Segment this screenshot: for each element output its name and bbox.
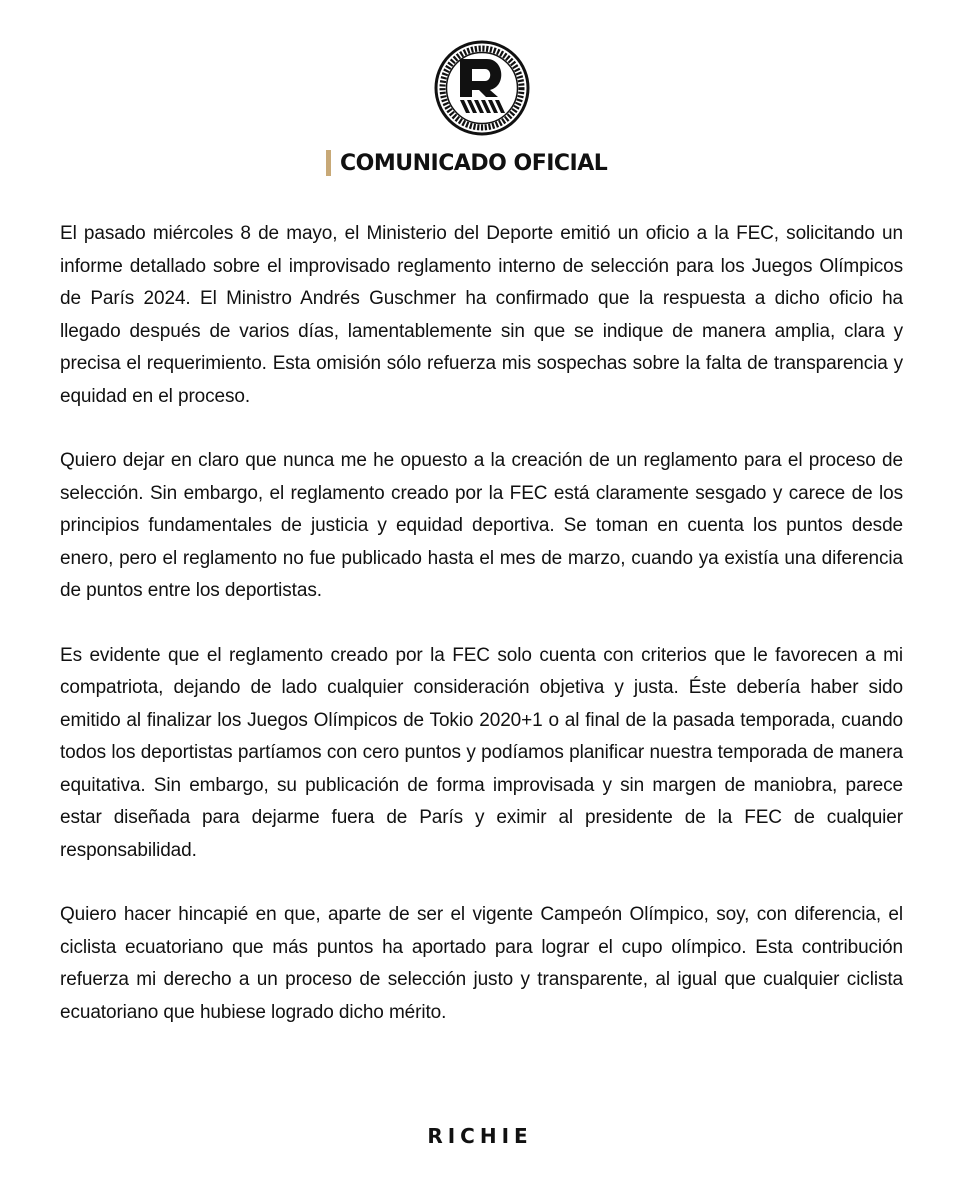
statement-body — [60, 218, 903, 1061]
richie-logo — [434, 40, 530, 136]
paragraph-4: Quiero hacer hincapié en que, aparte de ser el vigente Campeón Olímpico, soy, con diferencia, el ciclista ecuatoriano que más puntos ha aportado para lograr el cupo olímpico. Esta contribución refuerza mi derecho a un proceso de selección justo y transparente, al igual que cualquier ciclista ecuatoriano que hubiese logrado dicho mérito. — [60, 904, 903, 1023]
page-title: COMUNICADO OFICIAL — [340, 150, 608, 176]
paragraph-1: El pasado miércoles 8 de mayo, el Ministerio del Deporte emitió un oficio a la FEC, solicitando un informe detallado sobre el improvisado reglamento interno de selección para los Juegos Olímpicos de París 2024. El Ministro Andrés Guschmer ha confirmado que la respuesta a dicho oficio ha llegado después de varios días, lamentablemente sin que se indique de manera amplia, clara y precisa el requerimiento. Esta omisión sólo refuerza mis sospechas sobre la falta de transparencia y equidad en el proceso. — [60, 223, 903, 407]
paragraph-3: Es evidente que el reglamento creado por la FEC solo cuenta con criterios que le favorecen a mi compatriota, dejando de lado cualquier consideración objetiva y justa. Éste debería haber sido emitido al finalizar los Juegos Olímpicos de Tokio 2020+1 o al final de la pasada temporada, cuando todos los deportistas partíamos con cero puntos y podíamos planificar nuestra temporada de manera equitativa. Sin embargo, su publicación de forma improvisada y sin margen de maniobra, parece estar diseñada para dejarme fuera de París y eximir al presidente de la FEC de cualquier responsabilidad. — [60, 644, 903, 861]
title-row — [326, 148, 607, 178]
paragraph-2: Quiero dejar en claro que nunca me he opuesto a la creación de un reglamento para el proceso de selección. Sin embargo, el reglamento creado por la FEC está claramente sesgado y carece de los principios fundamentales de justicia y equidad deportiva. Se toman en cuenta los puntos desde enero, pero el reglamento no fue publicado hasta el mes de marzo, cuando ya existía una diferencia de puntos entre los deportistas. — [60, 450, 903, 601]
richie-r-emblem-icon — [434, 40, 530, 136]
title-accent-bar — [326, 150, 331, 176]
footer-brand-wordmark: RICHIE — [427, 1124, 533, 1148]
